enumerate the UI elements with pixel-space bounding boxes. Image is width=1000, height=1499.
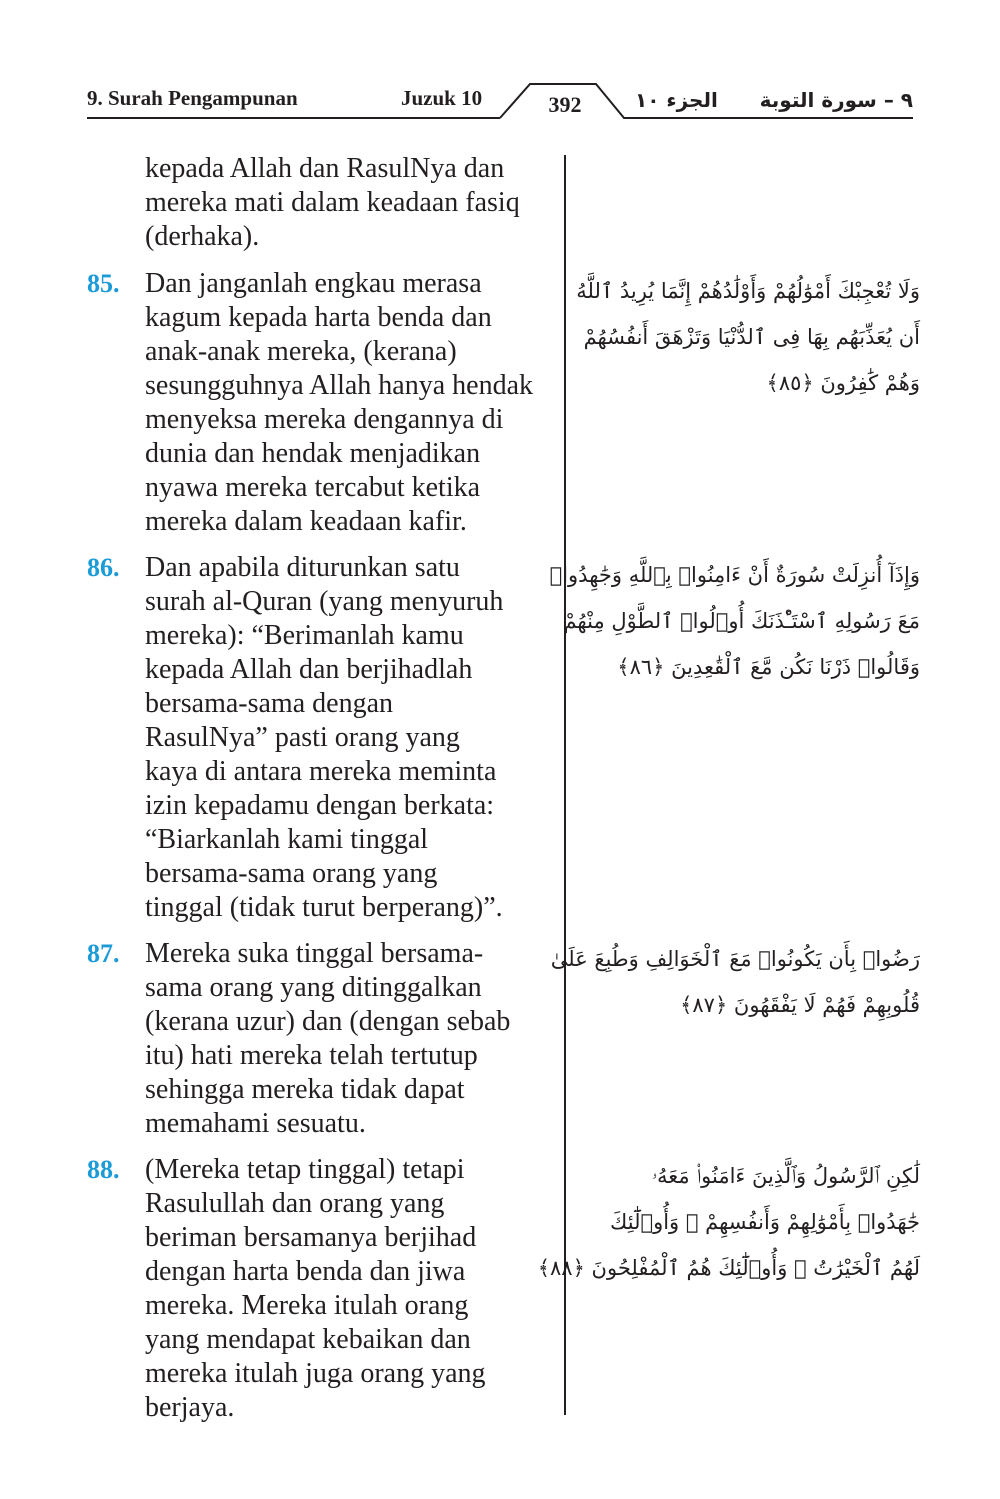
text-line: menyeksa mereka dengannya di (145, 404, 504, 435)
text-line: memahami sesuatu. (145, 1108, 366, 1139)
text-line: RasulNya” pasti orang yang (145, 722, 460, 753)
verse-86-arabic (549, 552, 920, 690)
text-line: kagum kepada harta benda dan (145, 302, 492, 333)
arabic-line: مَعَ رَسُولِهِ ٱسْتَـْٔذَنَكَ أُو۟لُوا۟ ٱلطَّوْلِ مِنْهُمْ (563, 609, 920, 633)
text-line: Dan janganlah engkau merasa (145, 268, 482, 299)
text-line: beriman bersamanya berjihad (145, 1222, 477, 1253)
arabic-line: لَٰكِنِ ٱلرَّسُولُ وَٱلَّذِينَ ءَامَنُوا۟ مَعَهُۥ (651, 1164, 920, 1188)
surah-title: 9. Surah Pengampunan (87, 86, 298, 110)
juz-arabic: الجزء ١٠ (635, 88, 718, 112)
text-line: surah al-Quran (yang menyuruh (145, 586, 504, 617)
arabic-line: قُلُوبِهِمْ فَهُمْ لَا يَفْقَهُونَ ﴿٨٧﴾ (680, 993, 920, 1017)
text-line: kepada Allah dan RasulNya dan (145, 153, 505, 184)
arabic-line: وَإِذَآ أُنزِلَتْ سُورَةٌ أَنْ ءَامِنُوا۟ بِٱللَّهِ وَجَٰهِدُوا۟ (549, 563, 920, 587)
verse-87-translation (87, 937, 557, 1141)
text-line: bersama-sama orang yang (145, 858, 438, 889)
text-line: mereka itulah juga orang yang (145, 1358, 486, 1389)
text-line: kaya di antara mereka meminta (145, 756, 497, 787)
verse-number: 86. (87, 553, 120, 582)
text-line: Rasulullah dan orang yang (145, 1188, 445, 1219)
text-line: kepada Allah dan berjihadlah (145, 654, 473, 685)
text-line: Dan apabila diturunkan satu (145, 552, 460, 583)
verse-number: 85. (87, 269, 120, 298)
verse-86-translation (87, 551, 557, 925)
verse-85-translation (87, 267, 557, 539)
text-line: dunia dan hendak menjadikan (145, 438, 481, 469)
text-line: Mereka suka tinggal bersama- (145, 938, 484, 969)
arabic-line: وَلَا تُعْجِبْكَ أَمْوَٰلُهُمْ وَأَوْلَٰدُهُمْ إِنَّمَا يُرِيدُ ٱللَّهُ (576, 279, 920, 303)
arabic-line: رَضُوا۟ بِأَن يَكُونُوا۟ مَعَ ٱلْخَوَالِفِ وَطُبِعَ عَلَىٰ (550, 947, 920, 971)
text-line: tinggal (tidak turut berperang)”. (145, 892, 503, 923)
text-line: anak-anak mereka, (kerana) (145, 336, 457, 367)
text-line: mereka dalam keadaan kafir. (145, 506, 467, 537)
verse-number: 88. (87, 1155, 120, 1184)
text-line: (kerana uzur) dan (dengan sebab (145, 1006, 511, 1037)
arabic-line: لَهُمُ ٱلْخَيْرَٰتُ ۖ وَأُو۟لَٰٓئِكَ هُمُ ٱلْمُفْلِحُونَ ﴿٨٨﴾ (537, 1256, 920, 1280)
text-line: sama orang yang ditinggalkan (145, 972, 482, 1003)
verse-88-translation (87, 1153, 557, 1425)
arabic-line: جَٰهَدُوا۟ بِأَمْوَٰلِهِمْ وَأَنفُسِهِمْ ۚ وَأُو۟لَٰٓئِكَ (610, 1210, 920, 1234)
text-line: (derhaka). (145, 221, 260, 252)
text-line: yang mendapat kebaikan dan (145, 1324, 471, 1355)
text-line: (Mereka tetap tinggal) tetapi (145, 1154, 465, 1185)
arabic-line: وَهُمْ كَٰفِرُونَ ﴿٨٥﴾ (766, 371, 920, 395)
text-line: berjaya. (145, 1392, 235, 1423)
text-line: izin kepadamu dengan berkata: (145, 790, 495, 821)
juzuk-label: Juzuk 10 (401, 86, 483, 110)
text-line: sehingga mereka tidak dapat (145, 1074, 465, 1105)
text-line: dengan harta benda dan jiwa (145, 1256, 466, 1287)
arabic-line: أَن يُعَذِّبَهُم بِهَا فِى ٱلدُّنْيَا وَتَزْهَقَ أَنفُسُهُمْ (583, 325, 920, 349)
text-line: mereka mati dalam keadaan fasiq (145, 187, 520, 218)
text-line: mereka. Mereka itulah orang (145, 1290, 469, 1321)
verse-87-arabic (550, 936, 920, 1028)
text-line: nyawa mereka tercabut ketika (145, 472, 481, 503)
page-header (0, 0, 1000, 130)
text-line: sesungguhnya Allah hanya hendak (145, 370, 534, 401)
verse-number: 87. (87, 939, 120, 968)
text-line: “Biarkanlah kami tinggal (145, 824, 429, 855)
text-line: itu) hati mereka telah tertutup (145, 1040, 478, 1071)
text-line: bersama-sama dengan (145, 688, 393, 719)
surah-arabic: ٩ – سورة التوبة (759, 88, 913, 112)
page-number: 392 (548, 92, 582, 117)
text-line: mereka): “Berimanlah kamu (145, 620, 464, 651)
continuation-block (87, 152, 557, 254)
verse-88-arabic (537, 1153, 920, 1291)
verse-85-arabic (576, 268, 920, 406)
arabic-line: وَقَالُوا۟ ذَرْنَا نَكُن مَّعَ ٱلْقَٰعِدِينَ ﴿٨٦﴾ (617, 655, 920, 679)
column-divider (564, 155, 566, 1415)
